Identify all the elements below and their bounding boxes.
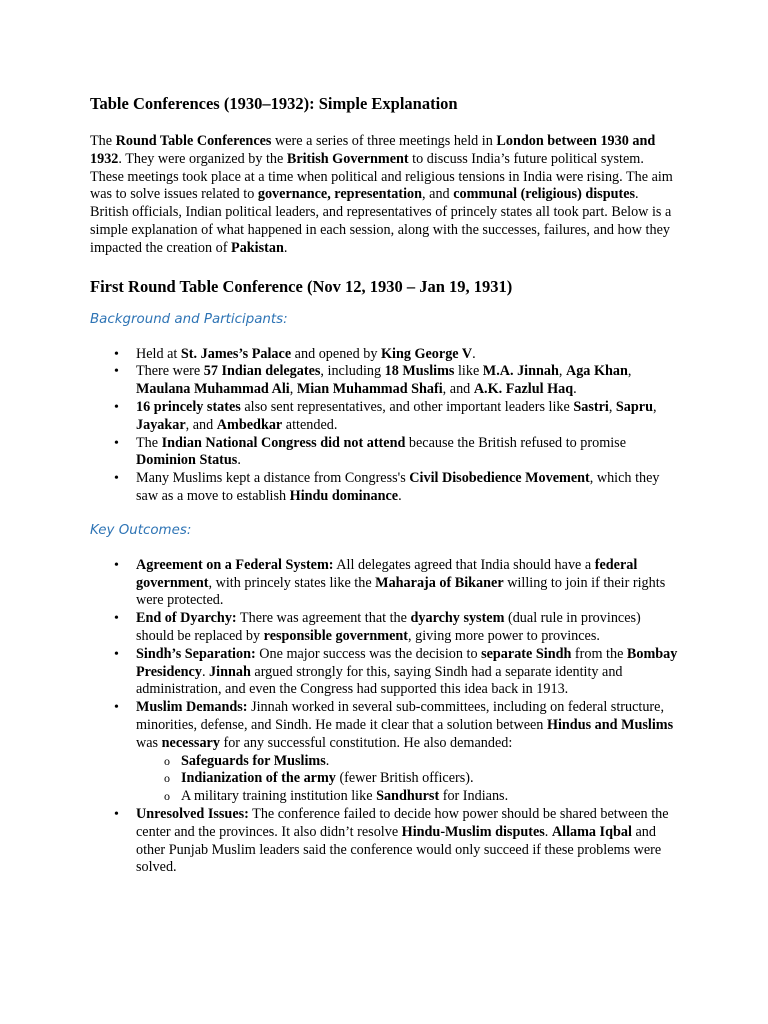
bold-text: governance, representation bbox=[257, 186, 423, 203]
sub-bullet-marker: o bbox=[164, 771, 170, 786]
bold-text: Agreement on a Federal System: bbox=[136, 556, 334, 573]
text-run: , bbox=[608, 398, 616, 415]
text-run: also sent representatives, and other important leaders like bbox=[240, 398, 574, 415]
bold-text: communal (religious) disputes bbox=[453, 186, 636, 203]
bold-text: Ambedkar bbox=[216, 416, 283, 433]
text-run: because the British refused to promise bbox=[405, 434, 626, 451]
document-title: Table Conferences (1930–1932): Simple Explanation bbox=[90, 94, 458, 113]
text-run: (fewer British officers). bbox=[335, 770, 474, 787]
list-item bbox=[114, 363, 680, 399]
text-run: , including bbox=[320, 363, 385, 380]
text-run: . bbox=[544, 823, 552, 840]
sub-bullet-marker: o bbox=[164, 789, 170, 804]
bold-text: Jinnah bbox=[209, 663, 251, 680]
bullet-marker: • bbox=[114, 399, 119, 415]
text-run: , bbox=[652, 398, 657, 415]
list-item bbox=[114, 398, 680, 435]
text-run: One major success was the decision to bbox=[255, 645, 482, 662]
text-run: to discuss India’s future political system. These meetings took place at a time when political and religious tensions in India were rising. The aim was to solve issues related to bbox=[90, 150, 673, 203]
sub-list-item bbox=[164, 788, 680, 806]
bold-text: necessary bbox=[161, 734, 220, 751]
sub-list-item bbox=[164, 770, 680, 788]
text-run: , which they saw as a move to establish bbox=[136, 470, 660, 504]
bullet-marker: • bbox=[114, 435, 119, 451]
bold-text: British Government bbox=[286, 150, 409, 167]
bold-text: A.K. Fazlul Haq bbox=[473, 381, 574, 398]
bullet-marker: • bbox=[114, 557, 119, 573]
text-run: There were bbox=[136, 363, 204, 380]
bullet-marker: • bbox=[114, 346, 119, 362]
bold-text: Hindu dominance bbox=[289, 487, 399, 504]
bold-text: Civil Disobedience Movement bbox=[409, 470, 590, 487]
text-run: The bbox=[136, 434, 162, 451]
list-item bbox=[114, 556, 680, 610]
text-run: , and bbox=[442, 381, 474, 398]
intro-paragraph bbox=[90, 133, 680, 258]
bullet-marker: • bbox=[114, 611, 119, 627]
list-item bbox=[114, 699, 680, 806]
text-run: and opened by bbox=[291, 345, 381, 362]
outcomes-list bbox=[90, 557, 680, 877]
text-run: . They were organized by the bbox=[118, 150, 287, 167]
text-run: . bbox=[325, 752, 330, 769]
list-item bbox=[114, 470, 680, 506]
text-run: , bbox=[627, 363, 632, 380]
text-run: , bbox=[289, 381, 297, 398]
text-run: , and bbox=[185, 416, 217, 433]
text-run: . bbox=[398, 487, 402, 504]
list-item bbox=[114, 805, 680, 877]
bold-text: Mian Muhammad Shafi bbox=[296, 381, 443, 398]
bold-text: M.A. Jinnah bbox=[482, 363, 559, 380]
bold-text: King George V bbox=[380, 345, 473, 362]
text-run: The bbox=[90, 133, 116, 149]
text-run: , and bbox=[422, 186, 454, 203]
text-run: . bbox=[201, 663, 210, 680]
list-item bbox=[114, 610, 680, 646]
bold-text: Sapru bbox=[615, 398, 653, 415]
bold-text: St. James’s Palace bbox=[180, 345, 292, 362]
section-title-first-conference: First Round Table Conference (Nov 12, 1930 – Jan 19, 1931) bbox=[90, 276, 513, 296]
bold-text: Dominion Status bbox=[136, 452, 238, 469]
text-run: . bbox=[237, 452, 241, 469]
bullet-marker: • bbox=[114, 471, 119, 487]
bold-text: 16 princely states bbox=[136, 398, 241, 415]
text-run: . bbox=[472, 345, 476, 362]
bold-text: London between 1930 and 1932 bbox=[90, 133, 656, 167]
sub-list-item bbox=[164, 752, 680, 771]
sub-bullet-marker: o bbox=[164, 753, 170, 768]
text-run: for any successful constitution. He also demanded: bbox=[219, 734, 513, 751]
text-run: and other Punjab Muslim leaders said the conference would only succeed if these problems were solved. bbox=[136, 823, 662, 876]
bold-text: Unresolved Issues: bbox=[136, 805, 249, 822]
bullet-marker: • bbox=[114, 646, 119, 662]
text-run: Held at bbox=[136, 345, 181, 362]
bullet-marker: • bbox=[114, 806, 119, 822]
bold-text: Indian National Congress did not attend bbox=[161, 434, 406, 451]
text-run: , bbox=[558, 363, 566, 380]
bold-text: Jayakar bbox=[136, 416, 186, 433]
subheading-background: Background and Participants: bbox=[90, 311, 288, 327]
text-run: The conference failed to decide how power should be shared between the center and the provinces. It also didn’t resolve bbox=[136, 805, 669, 840]
list-item bbox=[114, 345, 680, 364]
document-body bbox=[90, 94, 680, 893]
bold-text: 57 Indian delegates bbox=[203, 363, 321, 380]
text-run: for Indians. bbox=[439, 788, 509, 805]
bullet-marker: • bbox=[114, 364, 119, 380]
text-run: All delegates agreed that India should have a bbox=[333, 556, 595, 573]
bold-text: End of Dyarchy: bbox=[136, 610, 237, 627]
bold-text: federal government bbox=[136, 556, 638, 591]
text-run: willing to join if their rights were protected. bbox=[136, 574, 666, 609]
bold-text: dyarchy system bbox=[410, 610, 505, 627]
bold-text: Round Table Conferences bbox=[115, 133, 272, 149]
bold-text: Bombay Presidency bbox=[136, 645, 678, 680]
bold-text: 18 Muslims bbox=[384, 363, 455, 380]
text-run: , giving more power to provinces. bbox=[408, 627, 600, 644]
text-run: Many Muslims kept a distance from Congress's bbox=[136, 470, 410, 487]
text-run: . British officials, Indian political leaders, and representatives of princely states all took part. Below is a simple explanation of what happened in each session, along with the successes, failures, and how they impacted the creation of bbox=[90, 186, 672, 256]
text-run: attended. bbox=[282, 416, 338, 433]
bold-text: Muslim Demands: bbox=[136, 699, 248, 716]
text-run: There was agreement that the bbox=[236, 610, 411, 627]
list-item bbox=[114, 645, 680, 699]
text-run: A military training institution like bbox=[181, 788, 377, 805]
bold-text: Indianization of the army bbox=[181, 770, 336, 787]
bold-text: Allama Iqbal bbox=[551, 823, 632, 840]
bold-text: Maulana Muhammad Ali bbox=[136, 381, 290, 398]
subheading-key-outcomes: Key Outcomes: bbox=[90, 522, 192, 538]
text-run: , with princely states like the bbox=[208, 574, 376, 591]
bold-text: Safeguards for Muslims bbox=[181, 752, 326, 769]
sub-list bbox=[136, 753, 680, 806]
text-run: from the bbox=[571, 645, 627, 662]
bold-text: Aga Khan bbox=[565, 363, 628, 380]
text-run: (dual rule in provinces) should be replaced by bbox=[136, 610, 641, 644]
bold-text: separate Sindh bbox=[481, 645, 572, 662]
text-run: Jinnah worked in several sub-committees, including on federal structure, minorities, defense, and Sindh. He made it clear that a solution between bbox=[136, 699, 664, 733]
bold-text: responsible government bbox=[263, 627, 409, 644]
bold-text: Hindus and Muslims bbox=[546, 716, 674, 733]
bullet-marker: • bbox=[114, 700, 119, 716]
text-run: were a series of three meetings held in bbox=[271, 133, 497, 149]
bold-text: Maharaja of Bikaner bbox=[375, 574, 504, 591]
text-run: . bbox=[283, 239, 288, 256]
text-run: . bbox=[573, 381, 577, 398]
bold-text: Hindu-Muslim disputes bbox=[401, 823, 545, 840]
bold-text: Sindh’s Separation: bbox=[136, 645, 256, 662]
text-run: was bbox=[136, 734, 162, 751]
text-run: like bbox=[454, 363, 483, 380]
bold-text: Sastri bbox=[573, 398, 609, 415]
text-run: argued strongly for this, saying Sindh had a separate identity and administration, and even the Congress had supported this idea back in 1913. bbox=[136, 663, 623, 698]
background-list bbox=[90, 346, 680, 506]
bold-text: Pakistan bbox=[231, 239, 284, 256]
list-item bbox=[114, 434, 680, 471]
bold-text: Sandhurst bbox=[376, 788, 440, 805]
